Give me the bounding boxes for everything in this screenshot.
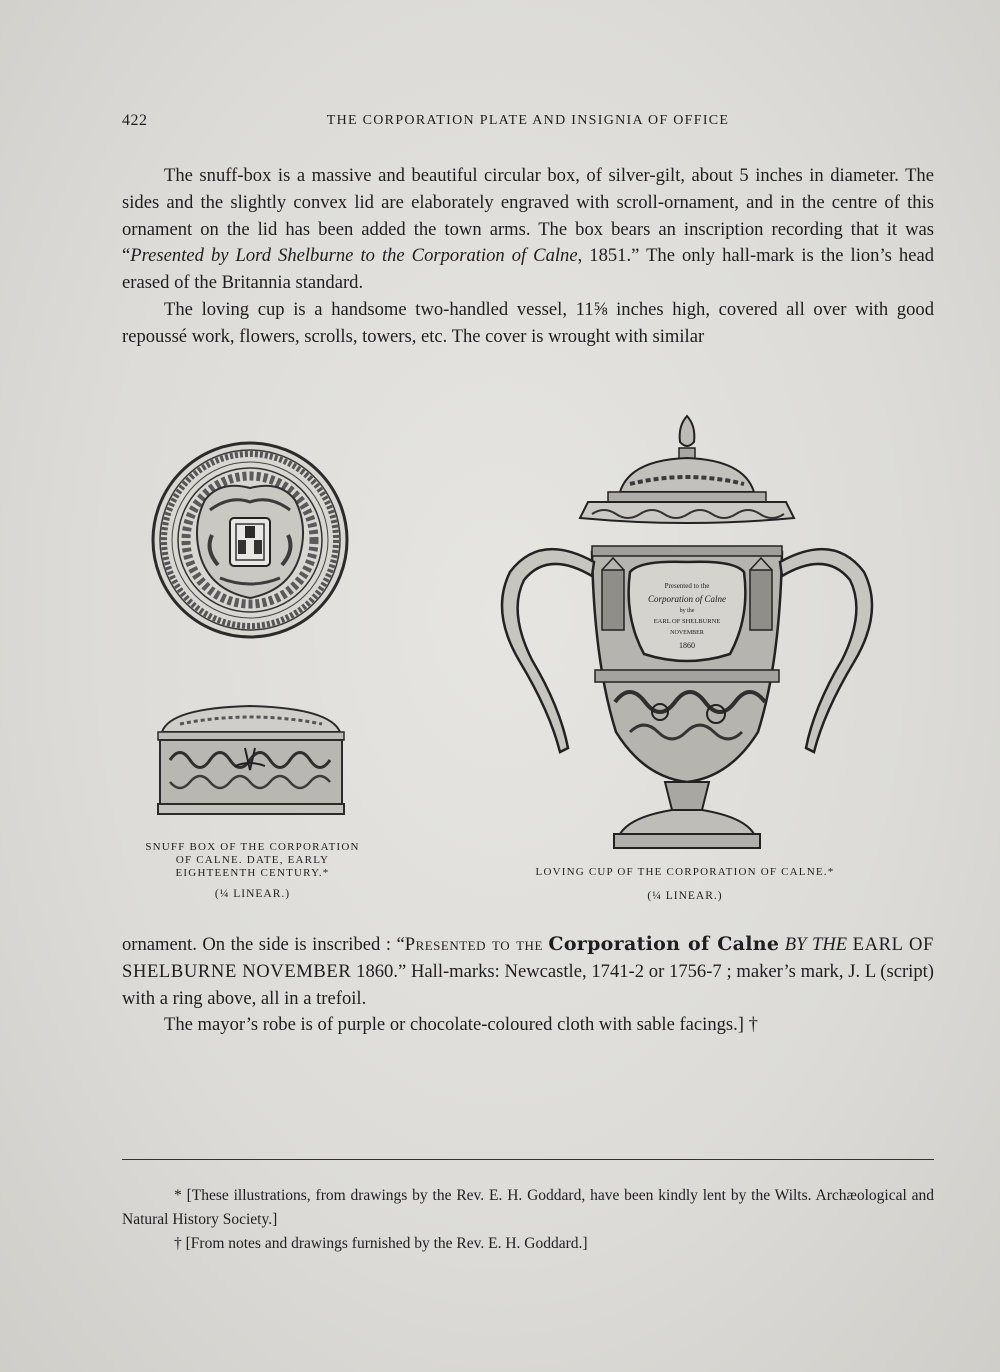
italic-text: BY THE [784, 934, 848, 955]
running-head [122, 112, 934, 136]
footnote-notes: † [From notes and drawings furnished by the Rev. E. H. Goddard.] [174, 1235, 588, 1252]
footnote-illustrations: * [These illustrations, from drawings by the Rev. E. H. Goddard, have been kindly lent by the Wilts. Archæological and Natural History Society.] [122, 1187, 934, 1228]
paragraph-snuff-box [122, 163, 934, 297]
italic-inscription: Presented by Lord Shelburne to the Corporation of Calne [130, 245, 578, 267]
footnote-rule [122, 1159, 934, 1160]
body-text-bottom [122, 931, 934, 1039]
paragraph-text: , 1851.” The only hall-mark is the lion’s head erased of the Britannia standard. [122, 245, 935, 294]
body-text-top [122, 163, 934, 351]
cup-inscription-line: by the [679, 608, 695, 614]
paragraph-inscription [122, 931, 934, 1012]
running-title: THE CORPORATION PLATE AND INSIGNIA OF OFFICE [326, 113, 730, 128]
cup-inscription-line: NOVEMBER [670, 630, 704, 636]
cup-inscription-line: 1860 [679, 641, 695, 650]
paragraph-loving-cup: The loving cup is a handsome two-handled vessel, 11⅝ inches high, covered all over with good repoussé work, flowers, scrolls, towers, etc. The cover is wrought with similar [122, 298, 934, 347]
paragraph-text: 1860.” Hall-marks: Newcastle, 1741-2 or 1756-7 ; maker’s mark, J. L (script) with a ring above, all in a trefoil. [122, 960, 934, 1009]
footnotes [122, 1184, 934, 1256]
cup-inscription-line: EARL OF SHELBURNE [653, 618, 721, 625]
snuff-box-lid-illustration [150, 440, 350, 640]
snuff-box-scale: (¼ LINEAR.) [214, 888, 291, 900]
uppercase-text: EARL OF SHELBURNE NOVEMBER [122, 934, 934, 982]
paragraph-mayors-robe: The mayor’s robe is of purple or chocolate-coloured cloth with sable facings.] † [164, 1014, 758, 1036]
snuff-box-caption: SNUFF BOX OF THE CORPORATION OF CALNE. DATE, EARLY EIGHTEENTH CENTURY.* [145, 841, 360, 879]
loving-cup-illustration [480, 412, 890, 857]
cup-inscription-line: Presented to the [664, 582, 710, 590]
small-caps-text: Presented to the [404, 934, 543, 955]
page-number: 422 [122, 112, 148, 129]
paragraph-text: The snuff-box is a massive and beautiful circular box, of silver-gilt, about 5 inches in diameter. The sides and the slightly convex lid are elaborately engraved with scroll-ornament, and in the centre of this ornament on the lid has been added the town arms. The box bears an inscription recording that it was “ [122, 165, 934, 267]
loving-cup-scale: (¼ LINEAR.) [647, 890, 723, 902]
snuff-box-side-illustration [150, 700, 350, 825]
cup-inscription-line: Corporation of Calne [647, 594, 727, 604]
loving-cup-caption: LOVING CUP OF THE CORPORATION OF CALNE.* [535, 866, 835, 878]
paragraph-text: ornament. On the side is inscribed : “ [122, 934, 405, 955]
blackletter-text: Corporation of Calne [548, 933, 780, 955]
